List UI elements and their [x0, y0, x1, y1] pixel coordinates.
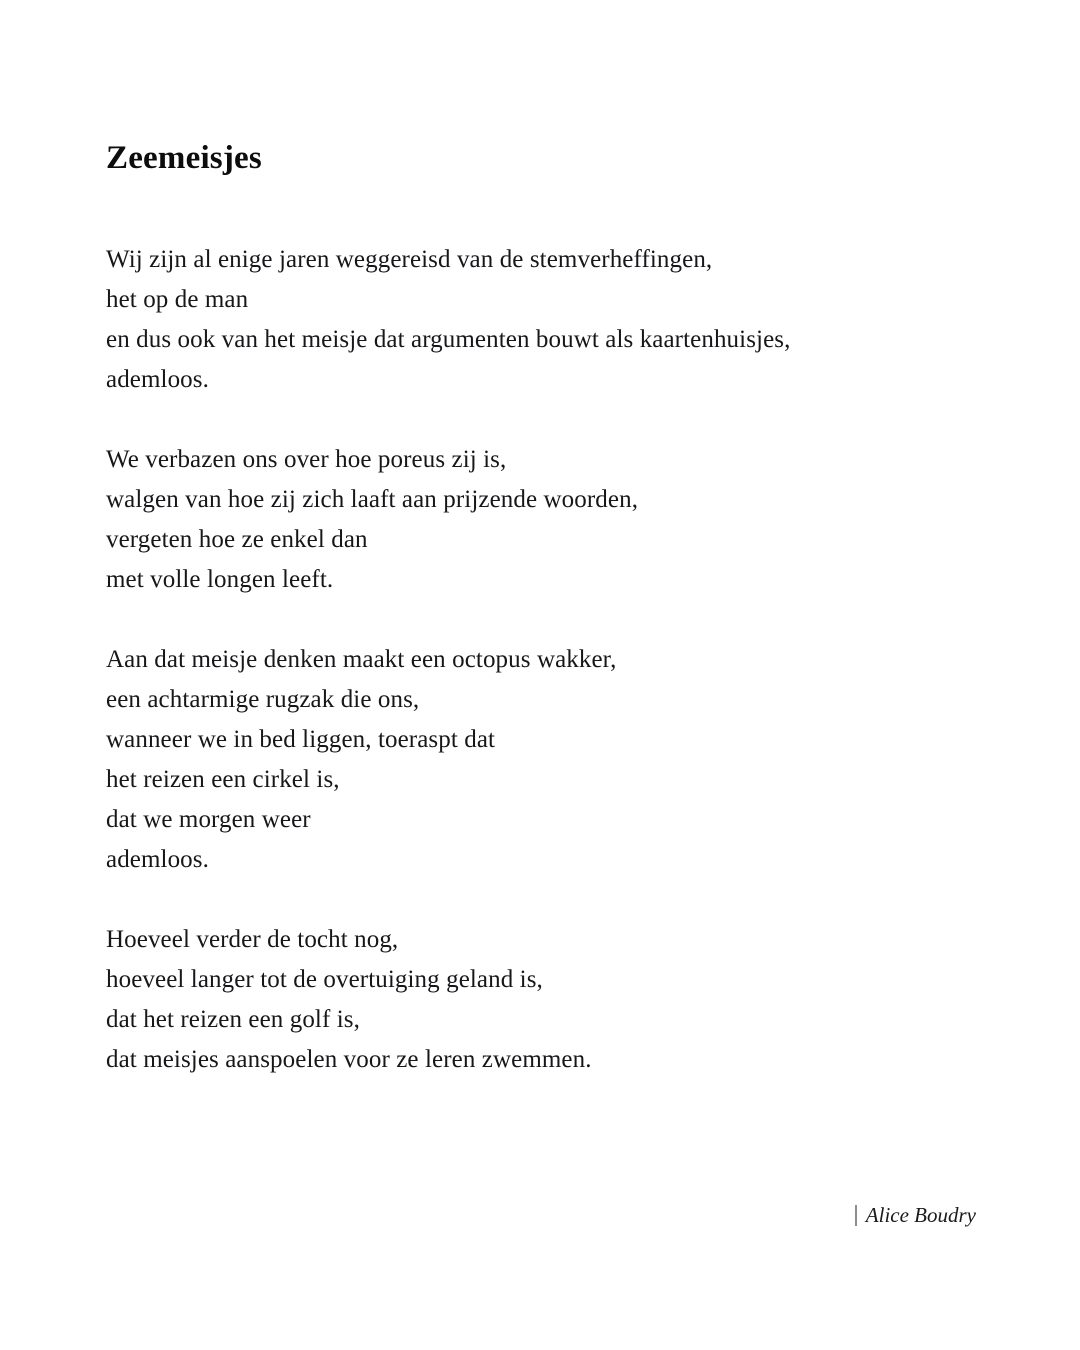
stanza: [106, 640, 974, 880]
poem-line: dat we morgen weer: [106, 805, 311, 833]
poem-line: en dus ook van het meisje dat argumenten bouwt als kaartenhuisjes,: [106, 325, 791, 353]
poem-line: het op de man: [106, 285, 249, 313]
attribution: [855, 1203, 976, 1228]
stanza: [106, 240, 974, 400]
poem-line: een achtarmige rugzak die ons,: [106, 685, 420, 713]
poem-line: vergeten hoe ze enkel dan: [106, 525, 368, 553]
poem-line: We verbazen ons over hoe poreus zij is,: [106, 445, 507, 473]
poem-line: het reizen een cirkel is,: [106, 765, 340, 793]
poem-line: dat meisjes aanspoelen voor ze leren zwemmen.: [106, 1045, 592, 1073]
poem-line: dat het reizen een golf is,: [106, 1005, 360, 1033]
poem-line: met volle longen leeft.: [106, 565, 334, 593]
author-name: Alice Boudry: [865, 1203, 976, 1227]
stanza: [106, 440, 974, 600]
vertical-rule-icon: [855, 1205, 857, 1226]
poem-line: Aan dat meisje denken maakt een octopus wakker,: [106, 645, 617, 673]
stanza: [106, 920, 974, 1080]
poem-body: [106, 240, 974, 1080]
poem-line: ademloos.: [106, 845, 209, 873]
poem-line: walgen van hoe zij zich laaft aan prijzende woorden,: [106, 485, 639, 513]
poem-line: ademloos.: [106, 365, 209, 393]
page-title: Zeemeisjes: [106, 140, 262, 176]
poem-content: [106, 0, 974, 1080]
poem-line: Hoeveel verder de tocht nog,: [106, 925, 399, 953]
poem-line: hoeveel langer tot de overtuiging geland is,: [106, 965, 543, 993]
poem-line: wanneer we in bed liggen, toeraspt dat: [106, 725, 496, 753]
poem-line: Wij zijn al enige jaren weggereisd van de stemverheffingen,: [106, 245, 713, 273]
